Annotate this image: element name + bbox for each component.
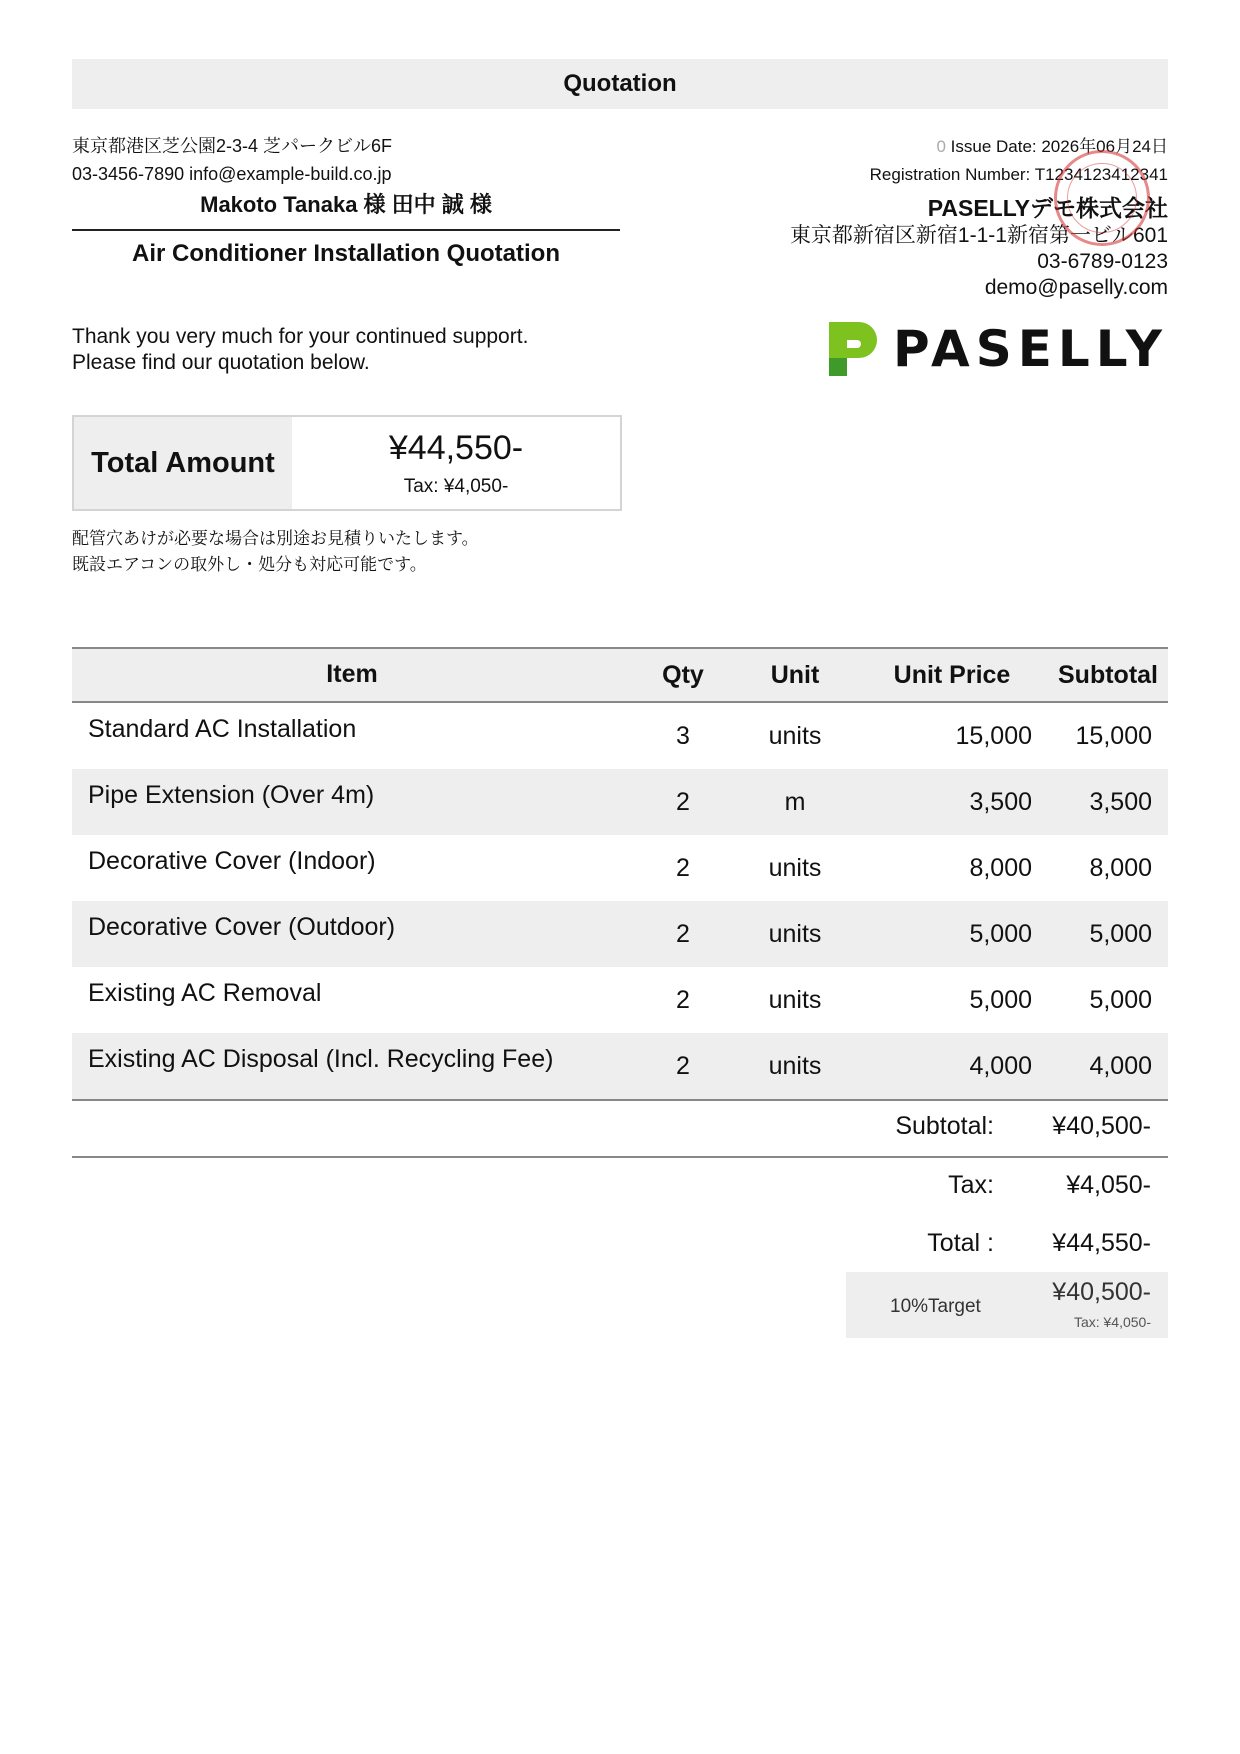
cell-unit-price: 5,000 (969, 985, 1032, 1014)
cell-unit-price: 15,000 (955, 721, 1032, 750)
table-row (72, 1033, 1168, 1100)
cell-unit-price: 4,000 (856, 1033, 1048, 1100)
total-amount-box (72, 415, 622, 511)
cell-subtotal: 5,000 (1089, 985, 1152, 1014)
total-amount-value: ¥44,550- (388, 428, 524, 467)
issuer-email: demo@paselly.com (984, 276, 1168, 299)
cell-unit: units (734, 1033, 856, 1100)
document-title-text: Quotation (563, 70, 677, 97)
cell-unit-price: 3,500 (856, 769, 1048, 835)
cell-item: Standard AC Installation (88, 715, 357, 743)
registration-number: Registration Number: T1234123412341 (869, 165, 1168, 184)
column-header-subtotal: Subtotal (1048, 648, 1168, 702)
summary-subtotal-label: Subtotal: (895, 1112, 994, 1140)
column-header-unit: Unit (734, 648, 856, 702)
cell-item: Decorative Cover (Indoor) (88, 847, 376, 875)
tax-rate-breakdown (846, 1272, 1168, 1338)
summary-total-value: ¥44,550- (1052, 1229, 1151, 1257)
client-contact: 03-3456-7890 info@example-build.co.jp (72, 164, 392, 184)
cell-qty: 2 (632, 901, 734, 967)
cell-qty: 2 (632, 1033, 734, 1100)
quotation-subject: Air Conditioner Installation Quotation (132, 240, 560, 267)
cell-unit-price: 8,000 (969, 853, 1032, 882)
table-row (72, 901, 1168, 967)
cell-subtotal: 8,000 (1089, 853, 1152, 882)
paselly-logo-icon (823, 318, 879, 380)
cell-unit-price: 5,000 (856, 901, 1048, 967)
cell-item: Decorative Cover (Outdoor) (72, 901, 632, 967)
column-header-unit-price: Unit Price (856, 648, 1048, 702)
company-logo (823, 318, 1168, 380)
logo-wordmark: PASELLY (892, 320, 1168, 378)
column-header-qty: Qty (632, 648, 734, 702)
cell-subtotal: 4,000 (1048, 1033, 1168, 1100)
cell-qty: 2 (632, 769, 734, 835)
table-row (72, 702, 1168, 769)
cell-subtotal: 5,000 (1048, 901, 1168, 967)
cell-qty: 2 (676, 853, 690, 882)
summary-subtotal-value: ¥40,500- (1052, 1112, 1151, 1140)
cell-unit: units (768, 853, 822, 882)
summary-subtotal-row (72, 1098, 1168, 1154)
column-header-item: Item (72, 648, 632, 702)
cell-unit: units (734, 901, 856, 967)
client-name: Makoto Tanaka 様 田中 誠 様 (72, 188, 620, 231)
summary-total-label: Total : (927, 1229, 994, 1257)
cell-qty: 3 (676, 721, 690, 750)
table-row (72, 835, 1168, 901)
table-header-row (72, 648, 1168, 702)
client-address: 東京都港区芝公園2-3-4 芝パークビル6F (72, 136, 393, 156)
greeting-line: Thank you very much for your continued support. (72, 325, 529, 348)
document-index: 0 (936, 137, 946, 156)
cell-item: Pipe Extension (Over 4m) (72, 769, 632, 835)
issuer-address: 東京都新宿区新宿1-1-1新宿第一ビル601 (789, 224, 1168, 247)
summary-tax-value: ¥4,050- (1066, 1171, 1151, 1199)
greeting-line: Please find our quotation below. (72, 351, 370, 374)
greeting (72, 324, 528, 376)
summary-tax-row (72, 1157, 1168, 1213)
cell-unit: m (734, 769, 856, 835)
table-row (72, 967, 1168, 1033)
tax-rate-label: 10%Target (890, 1296, 981, 1317)
issue-date: Issue Date: 2026年06月24日 (950, 137, 1168, 156)
summary-total-row (72, 1215, 1168, 1271)
line-items-table (72, 647, 1168, 1101)
note-line: 配管穴あけが必要な場合は別途お見積りいたします。 (72, 529, 479, 548)
cell-unit: units (768, 721, 822, 750)
document-title (72, 59, 1168, 109)
cell-unit: units (768, 985, 822, 1014)
cell-subtotal: 3,500 (1048, 769, 1168, 835)
client-contact-block (72, 132, 392, 188)
tax-rate-amount: ¥40,500- (1052, 1278, 1151, 1306)
cell-item: Existing AC Disposal (Incl. Recycling Fee) (72, 1033, 632, 1100)
issuer-phone: 03-6789-0123 (1037, 250, 1168, 273)
cell-subtotal: 15,000 (1075, 721, 1152, 750)
summary-tax-label: Tax: (948, 1171, 994, 1199)
table-row (72, 769, 1168, 835)
notes (72, 526, 479, 578)
total-amount-values (292, 417, 620, 509)
tax-rate-tax: Tax: ¥4,050- (1073, 1314, 1151, 1330)
cell-qty: 2 (676, 985, 690, 1014)
total-amount-tax: Tax: ¥4,050- (403, 475, 509, 497)
note-line: 既設エアコンの取外し・処分も対応可能です。 (72, 555, 427, 574)
issuer-company: PASELLYデモ株式会社 (927, 195, 1168, 221)
cell-item: Existing AC Removal (88, 979, 322, 1007)
total-amount-label: Total Amount (74, 417, 292, 509)
company-seal-stamp (1054, 150, 1150, 246)
